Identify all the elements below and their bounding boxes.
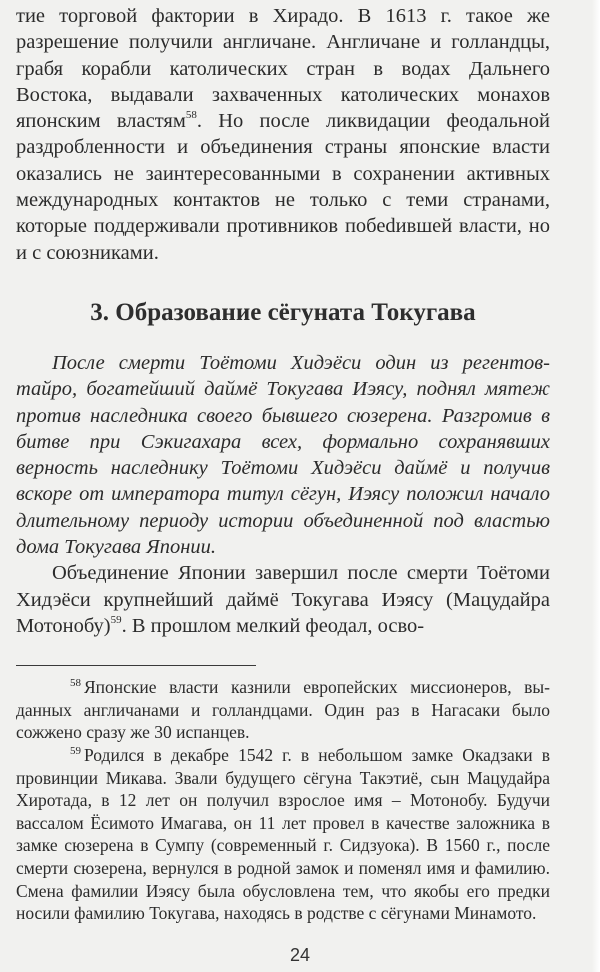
page-edge <box>592 0 600 972</box>
paragraph-body <box>16 560 550 639</box>
paragraph-intro-text: тие торговой фактории в Хирадо. В 1613 г. такое же разрешение получили англичане. Англичане и голландцы, грабя корабли католических стран в водах Дальнего Востока, выдавали захваченных католических монахов японским властям <box>16 5 550 133</box>
footnote-number: 59 <box>70 745 81 758</box>
footnote-text: Японские власти казнили европейских миссионеров, выданных англичанами и голландцами. Один раз в Нагасаки было сожжено сразу же 30 испанцев. <box>16 677 550 743</box>
section-summary: После смерти Тоётоми Хидэёси один из регентов-тайро, богатейший даймё Токугава Иэясу, поднял мятеж против наследника своего бывшего сюзерена. Разгромив в битве при Сэкигахара всех, формально сохранявших верность наследнику Тоётоми Хидэёси даймё и получив вскоре от императора титул сёгун, Иэясу положил начало длительному периоду истории объединенной под властью дома Токугава Японии. <box>16 351 550 559</box>
footnote-58 <box>16 676 550 744</box>
section-title: 3. Образование сёгуната Токугава <box>90 298 476 326</box>
footnote-divider <box>16 665 256 666</box>
paragraph-body-text: Объединение Японии завершил после смерти Тоётоми Хидэёси крупнейший даймё Токугава Иэясу (Мацудайра Мотонобу) <box>16 562 550 637</box>
footnote-59 <box>16 744 550 925</box>
footnote-text: Родился в декабре 1542 г. в небольшом замке Окадзаки в провинции Микава. Звали будущего сёгуна Такэтиё, сын Мацудайра Хиротада, в 12 лет он получил взрослое имя – Мотонобу. Будучи вассалом Ёсимото Имагава, он 11 лет провел в качестве заложника в замке сюзерена в Сумпу (современный г. Сидзуока). В 1560 г., после смерти сюзерена, вернулся в родной замок и поменял имя и фамилию. Смена фамилии Иэясу была обусловлена тем, что якобы его предки носили фамилию Токугава, находясь в родстве с сёгунами Минамото. <box>16 745 550 924</box>
footnote-number: 58 <box>70 677 81 690</box>
paragraph-intro-rest: . Но после ликвидации феодальной раздробленности и объединения страны японские власти оказались не заинтересованными в сохранении активных международных контактов не только с теми странами, которые поддерживали противников побеdившей власти, но и с союзниками. <box>16 110 550 264</box>
footnote-ref-59[interactable]: 59 <box>110 613 122 626</box>
page-number: 24 <box>289 945 311 965</box>
paragraph-intro <box>16 0 550 266</box>
book-page <box>16 0 550 925</box>
footnote-ref-58[interactable]: 58 <box>185 109 197 122</box>
paragraph-body-rest: . В прошлом мелкий феодал, осво- <box>121 614 425 637</box>
